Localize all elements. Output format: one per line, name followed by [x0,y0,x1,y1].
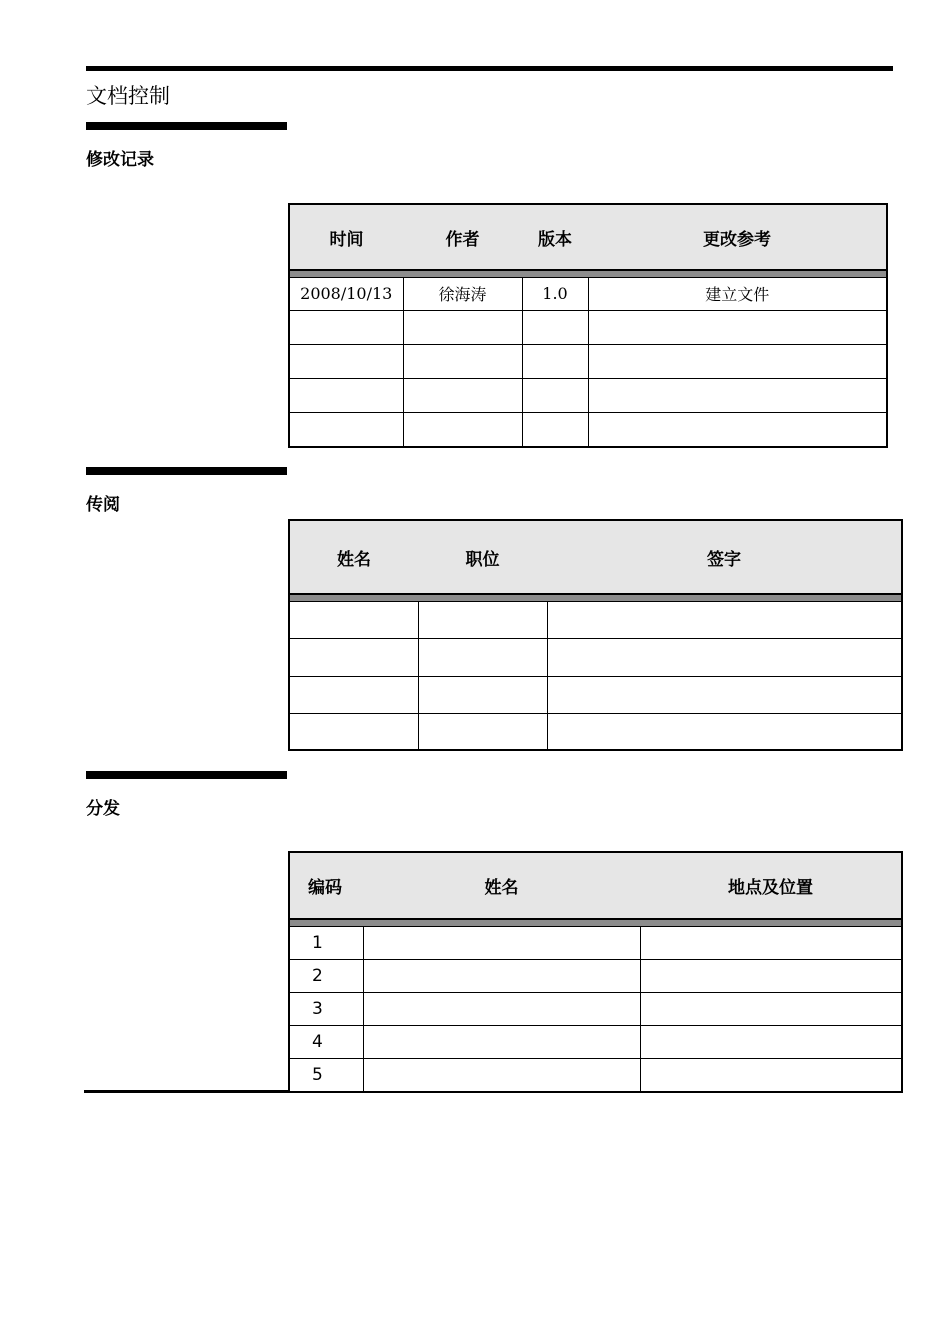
circulation-table [288,519,903,751]
table-cell [640,1025,902,1058]
table-row [289,277,887,310]
section-rule-circulation [86,467,287,475]
table-cell [403,412,522,447]
table-cell [289,713,418,750]
table-cell: 3 [289,992,363,1025]
column-header-code: 编码 [289,852,363,919]
table-row [289,713,902,750]
table-cell [363,926,640,959]
table-cell [418,713,547,750]
table-cell [289,412,403,447]
table-cell: 4 [289,1025,363,1058]
distribution-table [288,851,903,1093]
table-row [289,1058,902,1092]
table-cell [547,638,902,676]
table-cell [418,638,547,676]
table-row [289,676,902,713]
revision-table [288,203,888,448]
table-row [289,638,902,676]
table-row [289,601,902,638]
table-cell: 1.0 [522,277,588,310]
column-header-version: 版本 [522,204,588,270]
table-row [289,310,887,344]
bottom-rule [84,1090,290,1093]
column-header-time: 时间 [289,204,403,270]
table-row [289,1025,902,1058]
table-cell: 建立文件 [588,277,887,310]
table-cell [403,310,522,344]
header-separator [289,594,902,601]
column-header-position: 职位 [418,520,547,594]
column-header-location: 地点及位置 [640,852,902,919]
table-cell [640,992,902,1025]
table-row [289,344,887,378]
table-cell [547,601,902,638]
column-header-author: 作者 [403,204,522,270]
table-cell [363,959,640,992]
table-cell [289,638,418,676]
table-cell: 徐海涛 [403,277,522,310]
table-cell [547,713,902,750]
table-cell [403,344,522,378]
table-cell [289,601,418,638]
table-cell: 2 [289,959,363,992]
table-cell: 2008/10/13 [289,277,403,310]
table-cell [522,412,588,447]
table-cell [522,378,588,412]
column-header-name: 姓名 [289,520,418,594]
section-rule-distribution [86,771,287,779]
table-cell: 5 [289,1058,363,1092]
table-cell [289,344,403,378]
section-rule-revision [86,122,287,130]
table-cell [588,310,887,344]
table-cell [640,959,902,992]
table-cell: 1 [289,926,363,959]
table-cell [640,926,902,959]
top-rule [86,66,893,71]
table-cell [289,378,403,412]
table-cell [289,676,418,713]
page-title: 文档控制 [86,84,170,108]
table-cell [403,378,522,412]
table-cell [640,1058,902,1092]
section-heading-revision: 修改记录 [86,150,154,170]
table-cell [522,344,588,378]
table-row [289,992,902,1025]
table-cell [522,310,588,344]
table-cell [547,676,902,713]
table-cell [363,1025,640,1058]
column-header-change-ref: 更改参考 [588,204,887,270]
header-separator [289,270,887,277]
table-row [289,926,902,959]
table-row [289,412,887,447]
column-header-signature: 签字 [547,520,902,594]
table-cell [418,601,547,638]
table-cell [588,412,887,447]
table-row [289,959,902,992]
table-cell [588,344,887,378]
table-cell [289,310,403,344]
column-header-name: 姓名 [363,852,640,919]
table-cell [363,1058,640,1092]
table-cell [363,992,640,1025]
section-heading-circulation: 传阅 [86,495,120,515]
section-heading-distribution: 分发 [86,799,120,819]
table-cell [418,676,547,713]
table-cell [588,378,887,412]
table-row [289,378,887,412]
header-separator [289,919,902,926]
